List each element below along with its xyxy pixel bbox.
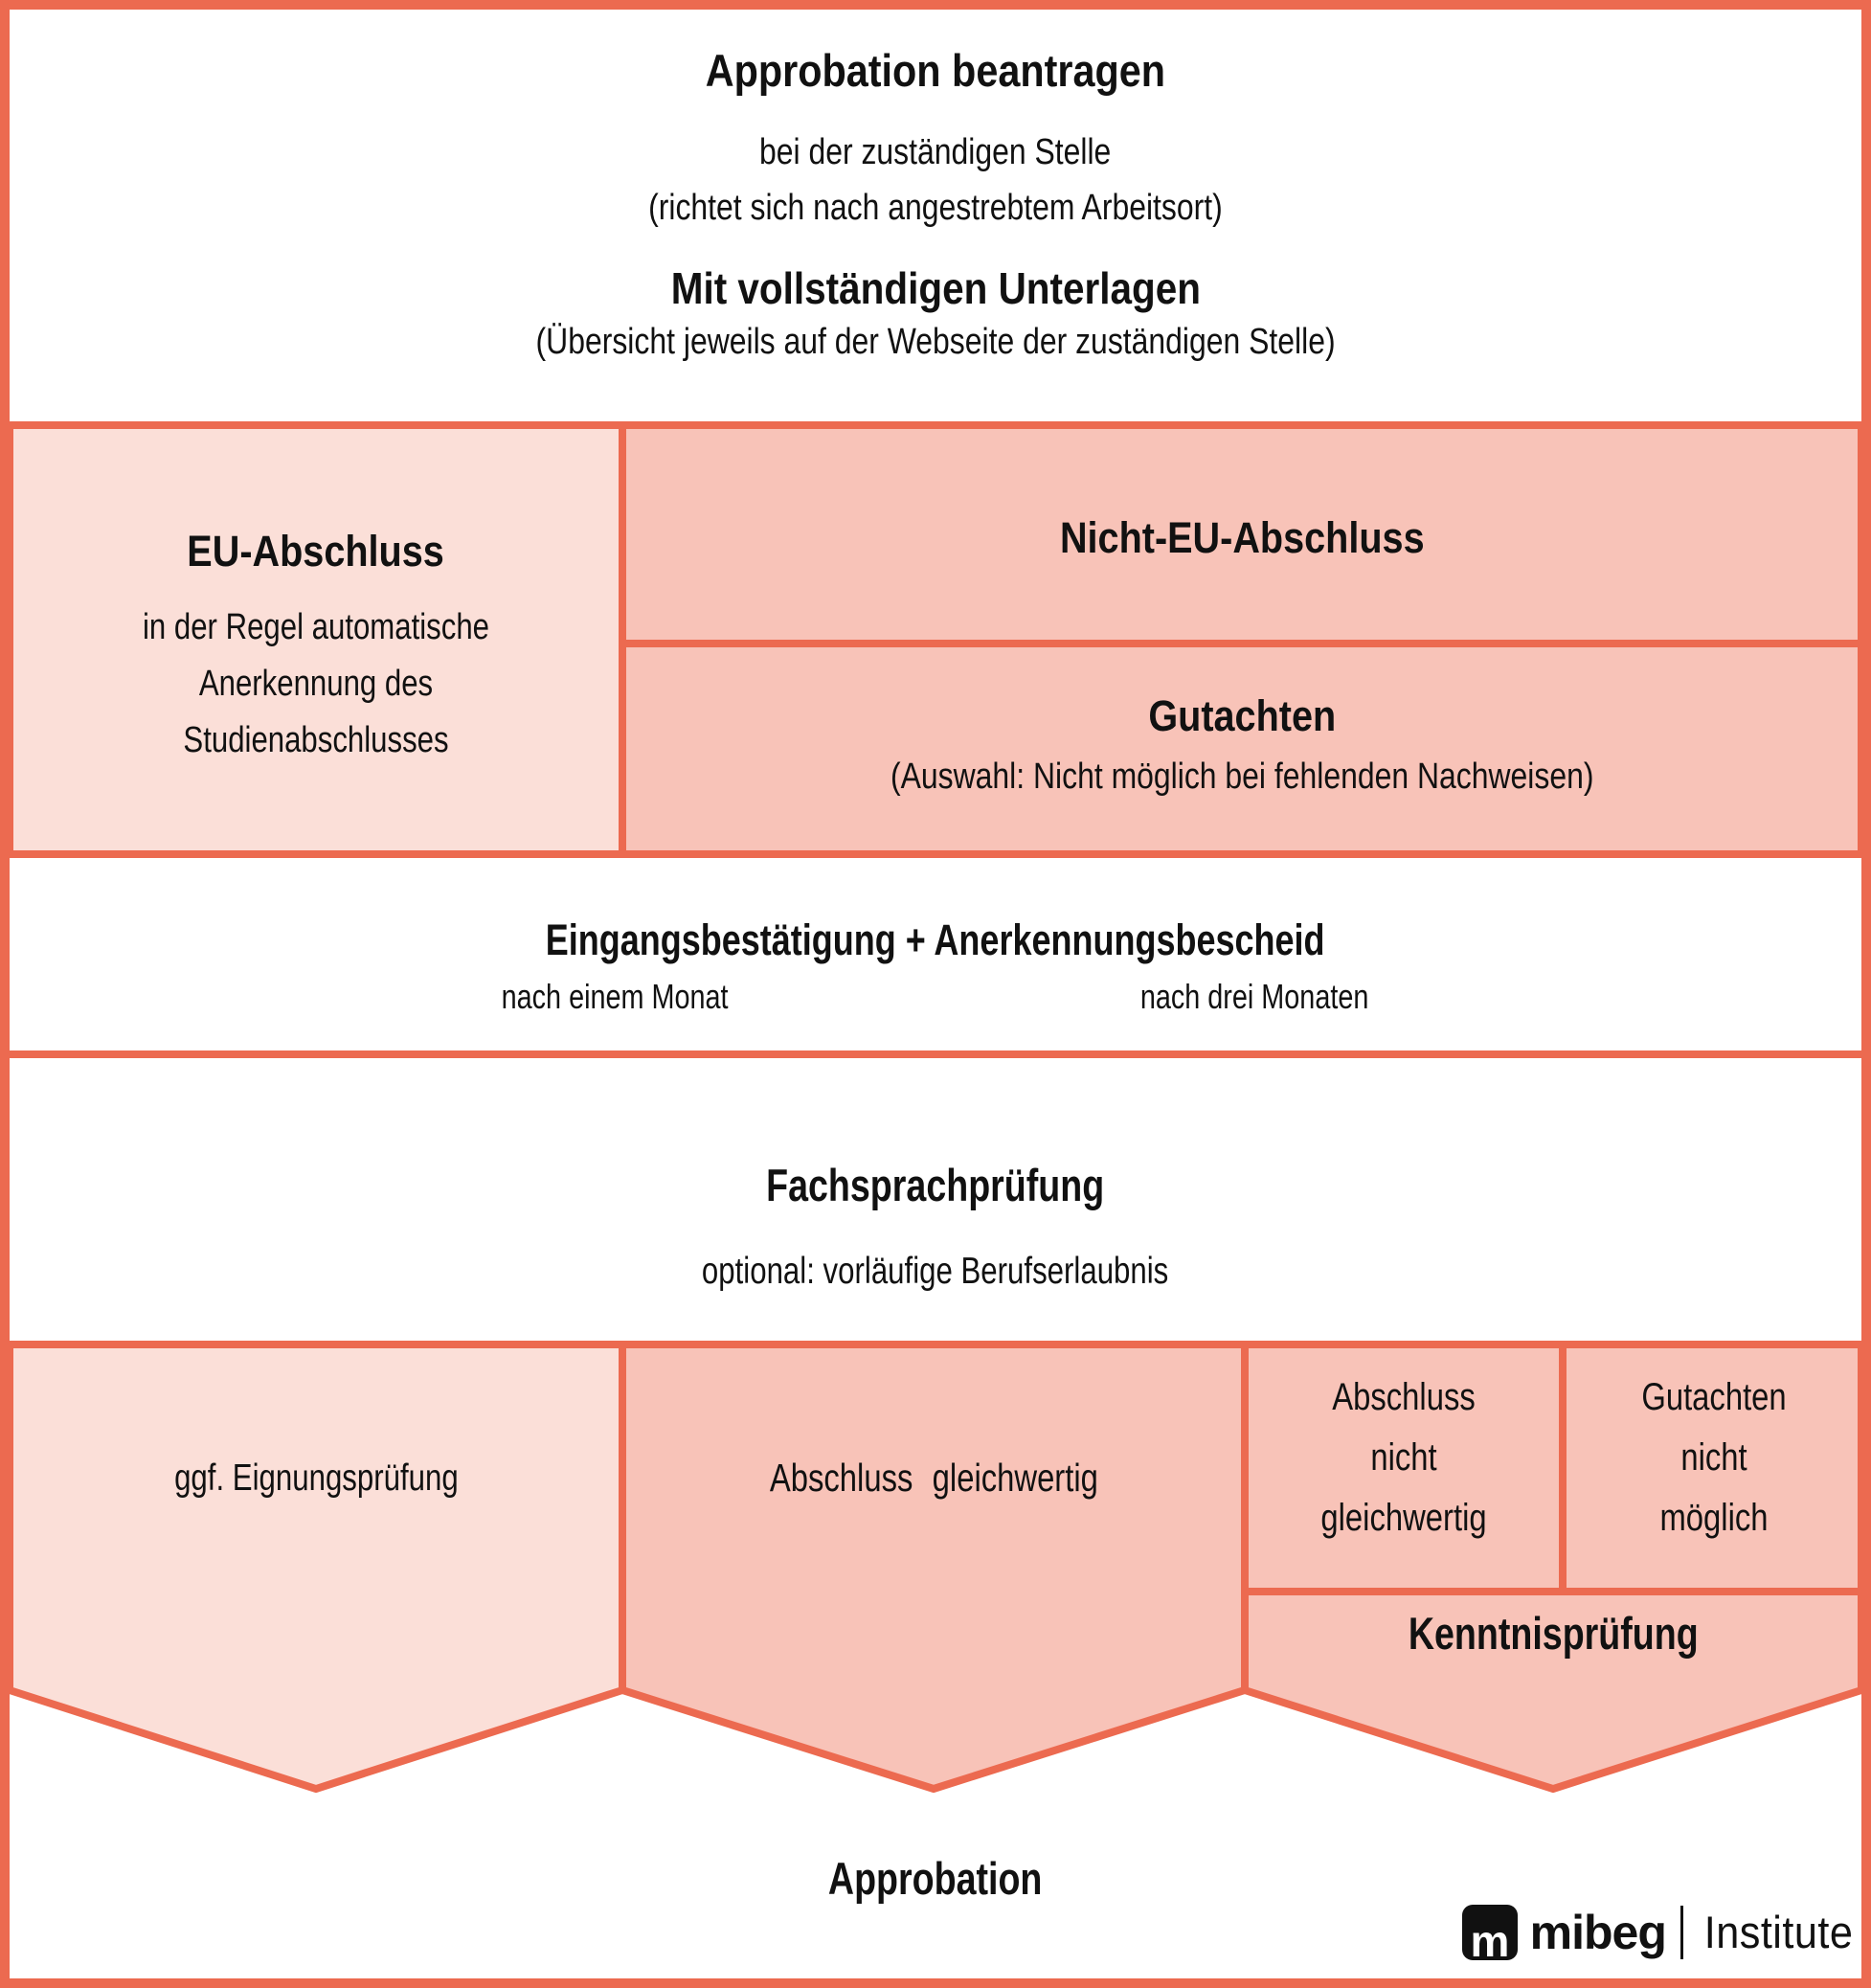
eu-box-text-line: in der Regel automatische [142,607,490,647]
top-box-line3: (Übersicht jeweils auf der Webseite der zuständigen Stelle) [535,322,1336,362]
eu-box-text-line: Studienabschlusses [183,720,449,760]
confirmation-row-title: Eingangsbestätigung + Anerkennungsbescheid [546,915,1325,964]
language-row-title: Fachsprachprüfung [766,1160,1105,1210]
mibeg-logo-letter: m [1470,1916,1510,1960]
kenntnis-banner-label: Kenntnisprüfung [1408,1608,1699,1659]
gutachten-nicht-moeglich-line: möglich [1659,1497,1769,1539]
gleichwertig-banner-label: Abschluss gleichwertig [769,1456,1098,1500]
gleichwertig-banner-shape [622,1344,1245,1789]
top-box-line1: bei der zuständigen Stelle [759,132,1112,172]
top-box-title: Approbation beantragen [705,45,1166,96]
gutachten-box-note: (Auswahl: Nicht möglich bei fehlenden Nachweisen) [890,757,1594,797]
mibeg-logo-divider [1680,1906,1683,1959]
gutachten-nicht-moeglich-label [1567,1367,1861,1548]
confirmation-left-note: nach einem Monat [501,977,729,1016]
non-eu-box-title: Nicht-EU-Abschluss [1059,513,1425,562]
result-label: Approbation [828,1853,1043,1904]
mibeg-logo-suffix: Institute [1703,1907,1854,1957]
top-box-line2: (richtet sich nach angestrebtem Arbeitsort) [648,188,1223,228]
confirmation-right-note: nach drei Monaten [1139,977,1369,1016]
gutachten-nicht-moeglich-line: nicht [1680,1436,1747,1479]
gutachten-nicht-moeglich-line: Gutachten [1641,1376,1787,1418]
top-box-subtitle: Mit vollständigen Unterlagen [670,263,1201,313]
mibeg-logo-icon [1462,1905,1518,1960]
eu-box-text [10,599,622,769]
gutachten-box-title: Gutachten [1148,691,1336,740]
gutachten-box-shape [622,644,1861,854]
eu-box-title: EU-Abschluss [187,527,445,576]
abschluss-nicht-gleichwertig-label [1249,1367,1559,1548]
abschluss-nicht-gleichwertig-line: nicht [1370,1436,1437,1479]
eignung-banner-label: ggf. Eignungsprüfung [173,1457,459,1499]
mibeg-logo [1462,1902,1860,1963]
eu-box-text-line: Anerkennung des [198,664,434,704]
eignung-banner-shape [10,1344,622,1789]
abschluss-nicht-gleichwertig-line: Abschluss [1332,1376,1476,1418]
language-row-note: optional: vorläufige Berufserlaubnis [702,1251,1169,1292]
abschluss-nicht-gleichwertig-line: gleichwertig [1320,1497,1487,1539]
mibeg-logo-name: mibeg [1529,1906,1666,1959]
